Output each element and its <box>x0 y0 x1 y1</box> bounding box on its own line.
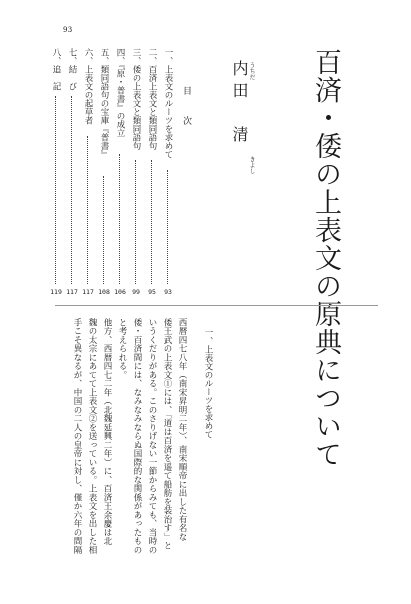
toc-item-label: 結 び <box>67 65 77 91</box>
body-line: 他方、西暦四七二年（北魏延興二年）に、百済王余慶は北 <box>102 318 112 546</box>
author-ruby-given: きよし <box>248 156 255 174</box>
toc-item[interactable] <box>82 48 94 296</box>
toc-item-label: 百済上表文と類同語句 <box>147 65 157 150</box>
toc-item[interactable] <box>114 48 126 296</box>
toc-item[interactable] <box>130 48 142 296</box>
section-divider <box>55 305 378 306</box>
toc-item-page: 93 <box>164 288 172 296</box>
toc-item-number: 五、 <box>99 48 109 65</box>
body-line: 手こそ異なるが、中国の二人の皇帝に対し、僅か六年の間隔 <box>72 318 82 555</box>
toc-item-number: 三、 <box>131 48 141 65</box>
section-heading: 一、上表文のルーツを求めて <box>203 328 213 439</box>
toc-item-label: 類同語句の宝庫『普書』 <box>99 65 109 159</box>
page-number: 93 <box>63 26 73 34</box>
toc-item[interactable] <box>66 48 78 296</box>
body-line: いうくだりがある。このさりげない一節からみても、当時の <box>147 318 157 555</box>
toc-item-label: 追 記 <box>51 65 61 91</box>
toc-item-number: 一、 <box>163 48 173 65</box>
author-name: 内田 清 <box>230 60 249 148</box>
toc-item-label: 倭の上表文と類同語句 <box>131 65 141 150</box>
toc-leader-dots <box>167 170 168 284</box>
toc-item-page: 117 <box>82 288 94 296</box>
toc-item[interactable] <box>162 48 174 296</box>
body-line: 倭・百済間には、なみなみならぬ国際的な関係があったもの <box>132 318 142 555</box>
toc-item[interactable] <box>50 48 62 296</box>
toc-item-number: 四、 <box>115 48 125 65</box>
toc-item-number: 六、 <box>83 48 93 65</box>
toc-item-number: 二、 <box>147 48 157 65</box>
toc-item-label: 上表文のルーツを求めて <box>163 65 173 159</box>
body-line: 西暦四七八年（南宋昇明二年）、南宋順帝に出した有名な <box>177 318 187 542</box>
toc-heading: 目 次 <box>181 86 191 131</box>
toc-item-page: 106 <box>114 288 126 296</box>
article-title: 百済・倭の上表文の原典について <box>310 48 341 468</box>
body-line: 倭王武の上表文①には、「道は百済を遥て船舫を装治す」と <box>162 318 172 550</box>
toc-leader-dots <box>71 96 72 284</box>
toc-item-page: 108 <box>98 288 110 296</box>
author-ruby-family: うちだ <box>248 62 255 80</box>
toc-leader-dots <box>103 176 104 284</box>
body-line: 魏の太宗にあてて上表文②を送っている。上表文を出した相 <box>87 318 97 555</box>
toc-item-label: 『原・普書』の成立 <box>115 65 125 138</box>
toc-leader-dots <box>55 96 56 284</box>
toc-item[interactable] <box>98 48 110 296</box>
body-line: と考えられる。 <box>117 318 127 380</box>
toc-item-page: 95 <box>148 288 156 296</box>
toc-item-number: 七、 <box>67 48 77 65</box>
toc-item-number: 八、 <box>51 48 61 65</box>
toc-item-page: 117 <box>66 288 78 296</box>
toc-item-page: 119 <box>50 288 62 296</box>
toc-item-label: 上表文の起草者 <box>83 65 93 125</box>
toc-leader-dots <box>151 160 152 284</box>
toc-leader-dots <box>135 160 136 284</box>
toc-leader-dots <box>87 136 88 284</box>
toc-item[interactable] <box>146 48 158 296</box>
toc-item-page: 99 <box>132 288 140 296</box>
toc-leader-dots <box>119 154 120 284</box>
